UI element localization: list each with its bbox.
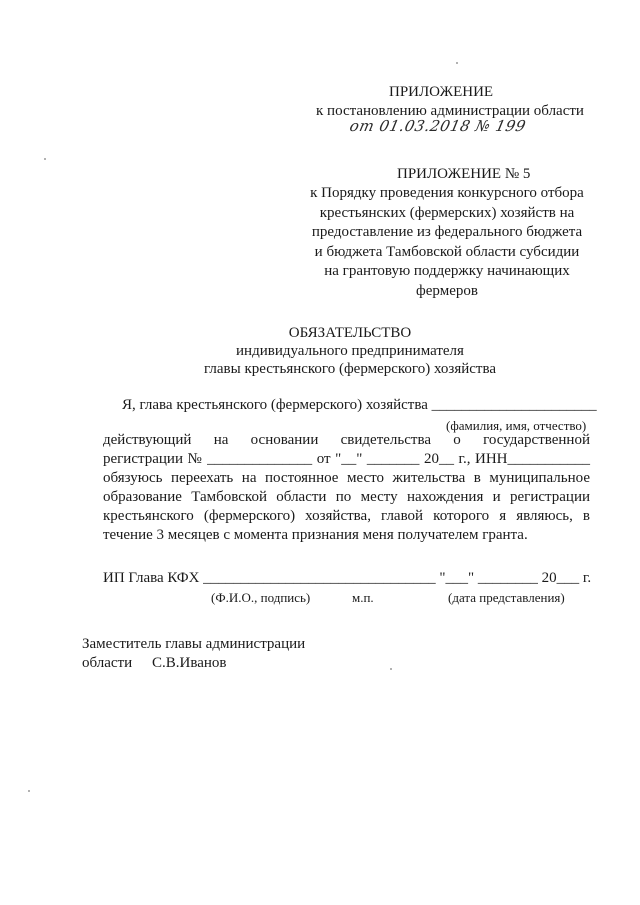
appendix-title: ПРИЛОЖЕНИЕ [389, 84, 494, 100]
body-line: крестьянского (фермерского) хозяйства, главой которого я являюсь, в [103, 508, 590, 524]
body-line-head: Я, глава крестьянского (фермерского) хозяйства ______________________ [122, 397, 597, 413]
footer-region: области [82, 655, 133, 671]
appendix5-line: предоставление из федерального бюджета [311, 224, 583, 241]
body-line: обязуюсь переехать на постоянное место жительства в муниципальное [103, 470, 590, 486]
caption-fio-signature: (Ф.И.О., подпись) [211, 590, 311, 605]
caption-date: (дата представления) [448, 590, 565, 605]
signature-line: ИП Глава КФХ _______________________________ "___" ________ 20___ г. [103, 570, 592, 586]
body-line: действующий на основании свидетельства о государственной [103, 432, 590, 448]
appendix5-line: к Порядку проведения конкурсного отбора [310, 185, 584, 201]
handwritten-reference: от 01.03.2018 № 199 [348, 117, 528, 135]
appendix5-line: фермеров [416, 282, 478, 299]
appendix5-title: ПРИЛОЖЕНИЕ № 5 [397, 166, 531, 182]
appendix-subtitle: к постановлению администрации области [316, 103, 584, 119]
document-title: ОБЯЗАТЕЛЬСТВО [288, 325, 412, 341]
body-last-line: течение 3 месяцев с момента признания меня получателем гранта. [103, 527, 528, 543]
scan-speck [390, 668, 392, 670]
appendix5-line: крестьянских (фермерских) хозяйств на [319, 204, 575, 221]
appendix5-text [302, 184, 592, 302]
scan-speck [456, 62, 458, 64]
document-subtitle-1: индивидуального предпринимателя [236, 343, 464, 359]
appendix5-line: и бюджета Тамбовской области субсидии [314, 243, 580, 260]
caption-full-name: (фамилия, имя, отчество) [446, 418, 587, 433]
scan-speck [44, 158, 46, 160]
footer-position: Заместитель главы администрации [82, 636, 306, 652]
scan-speck [28, 790, 30, 792]
footer-name: С.В.Иванов [152, 655, 227, 671]
body-line: регистрации № ______________ от "__" _______ 20__ г., ИНН___________ [103, 451, 590, 467]
body-line: образование Тамбовской области по месту нахождения и регистрации [103, 489, 590, 505]
appendix5-line: на грантовую поддержку начинающих [324, 263, 570, 280]
caption-stamp-place: м.п. [352, 590, 374, 605]
document-subtitle-2: главы крестьянского (фермерского) хозяйства [204, 361, 496, 377]
